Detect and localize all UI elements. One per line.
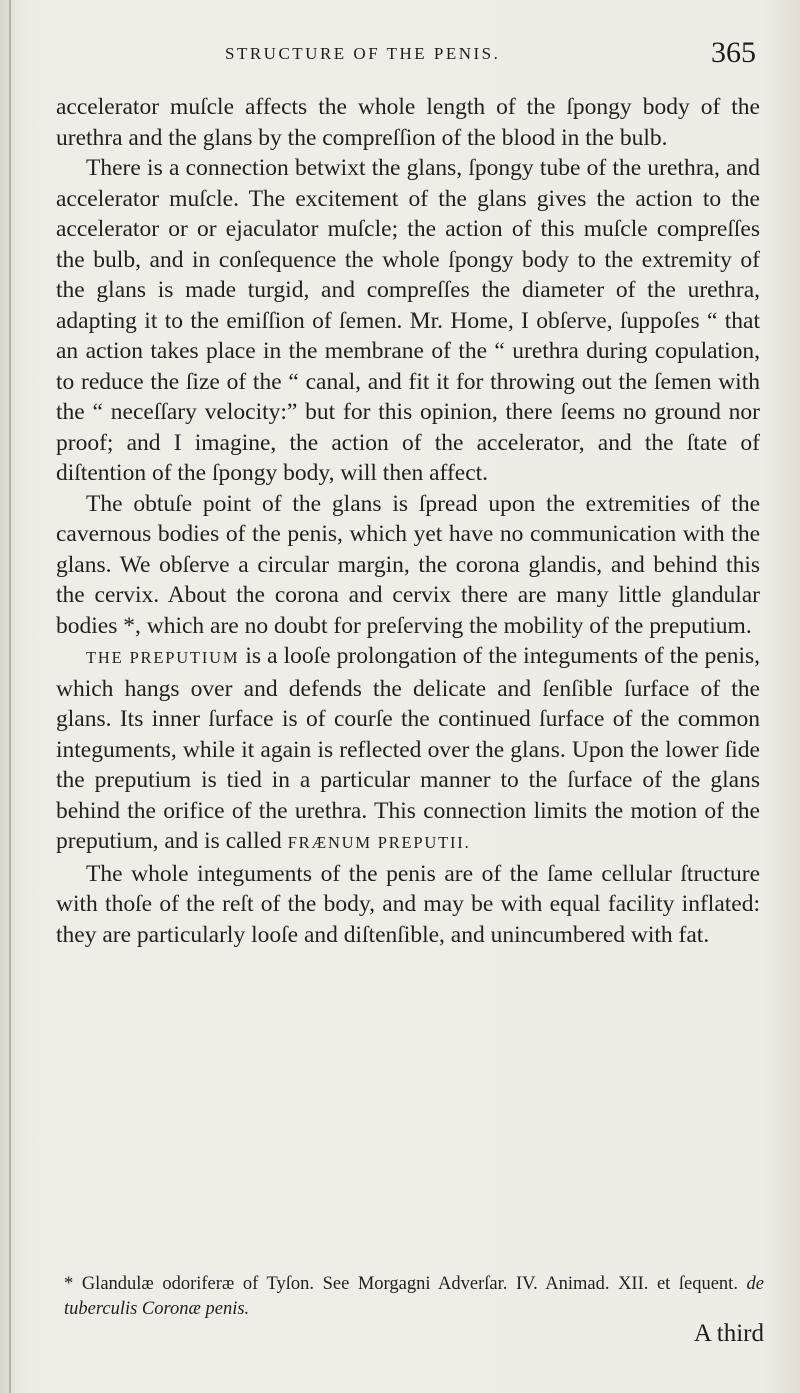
paragraph-4-text: is a looſe prolongation of the integuments of the penis, which hangs over and defends the delicate and ſenſible ſurface of the glans. Its inner ſurface is of courſe the continued ſurface of the common integuments, while it again is reflected over the glans. Upon the lower ſide the preputium is tied in a particular manner to the ſurface of the glans behind the orifice of the urethra. This connection limits the motion of the preputium, and is called (56, 643, 760, 854)
running-head: STRUCTURE OF THE PENIS. (225, 44, 501, 63)
page-header (60, 36, 760, 80)
body-text (56, 92, 760, 950)
footnote-text: * Glandulæ odoriferæ of Tyſon. See Morgagni Adverſar. IV. Animad. XII. et ſequent. (64, 1274, 747, 1294)
paragraph-1: accelerator muſcle affects the whole length of the ſpongy body of the urethra and the glans by the compreſſion of the blood in the bulb. (56, 94, 760, 151)
footnote (64, 1272, 764, 1322)
page-gutter (9, 0, 11, 1393)
page-number: 365 (711, 36, 756, 69)
footnote-italic: de tuberculis Coronæ penis. (64, 1274, 764, 1319)
paragraph-3: The obtuſe point of the glans is ſpread upon the extremities of the cavernous bodies of the penis, which yet have no communication with the glans. We obſerve a circular margin, the corona glandis, and behind this the cervix. About the corona and cervix there are many little glandular bodies *, which are no doubt for preſerving the mobility of the preputium. (56, 490, 760, 639)
paragraph-2: There is a connection betwixt the glans, ſpongy tube of the urethra, and accelerator muſcle. The excitement of the glans gives the action to the accelerator or or ejaculator muſcle; the action of this muſcle compreſſes the bulb, and in conſequence the whole ſpongy body to the extremity of the glans is made turgid, and compreſſes the diameter of the urethra, adapting it to the emiſſion of ſemen. Mr. Home, I obſerve, ſuppoſes “ that an action takes place in the membrane of the “ urethra during copulation, to reduce the ſize of the “ canal, and fit it for throwing out the ſemen with the “ neceſſary velocity:” but for this opinion, there ſeems no ground nor proof; and I imagine, the action of the accelerator, and the ſtate of diſtention of the ſpongy body, will then affect. (56, 155, 760, 486)
catchword: A third (693, 1320, 764, 1347)
fraenum-term: FRÆNUM PREPUTII. (287, 833, 471, 852)
paragraph-4 (56, 641, 760, 859)
preputium-heading: THE PREPUTIUM (86, 648, 240, 667)
paragraph-5: The whole integuments of the penis are of the ſame cellular ſtructure with thoſe of the reſt of the body, and may be with equal facility inflated: they are particularly looſe and diſtenſible, and unincumbered with fat. (56, 860, 760, 948)
